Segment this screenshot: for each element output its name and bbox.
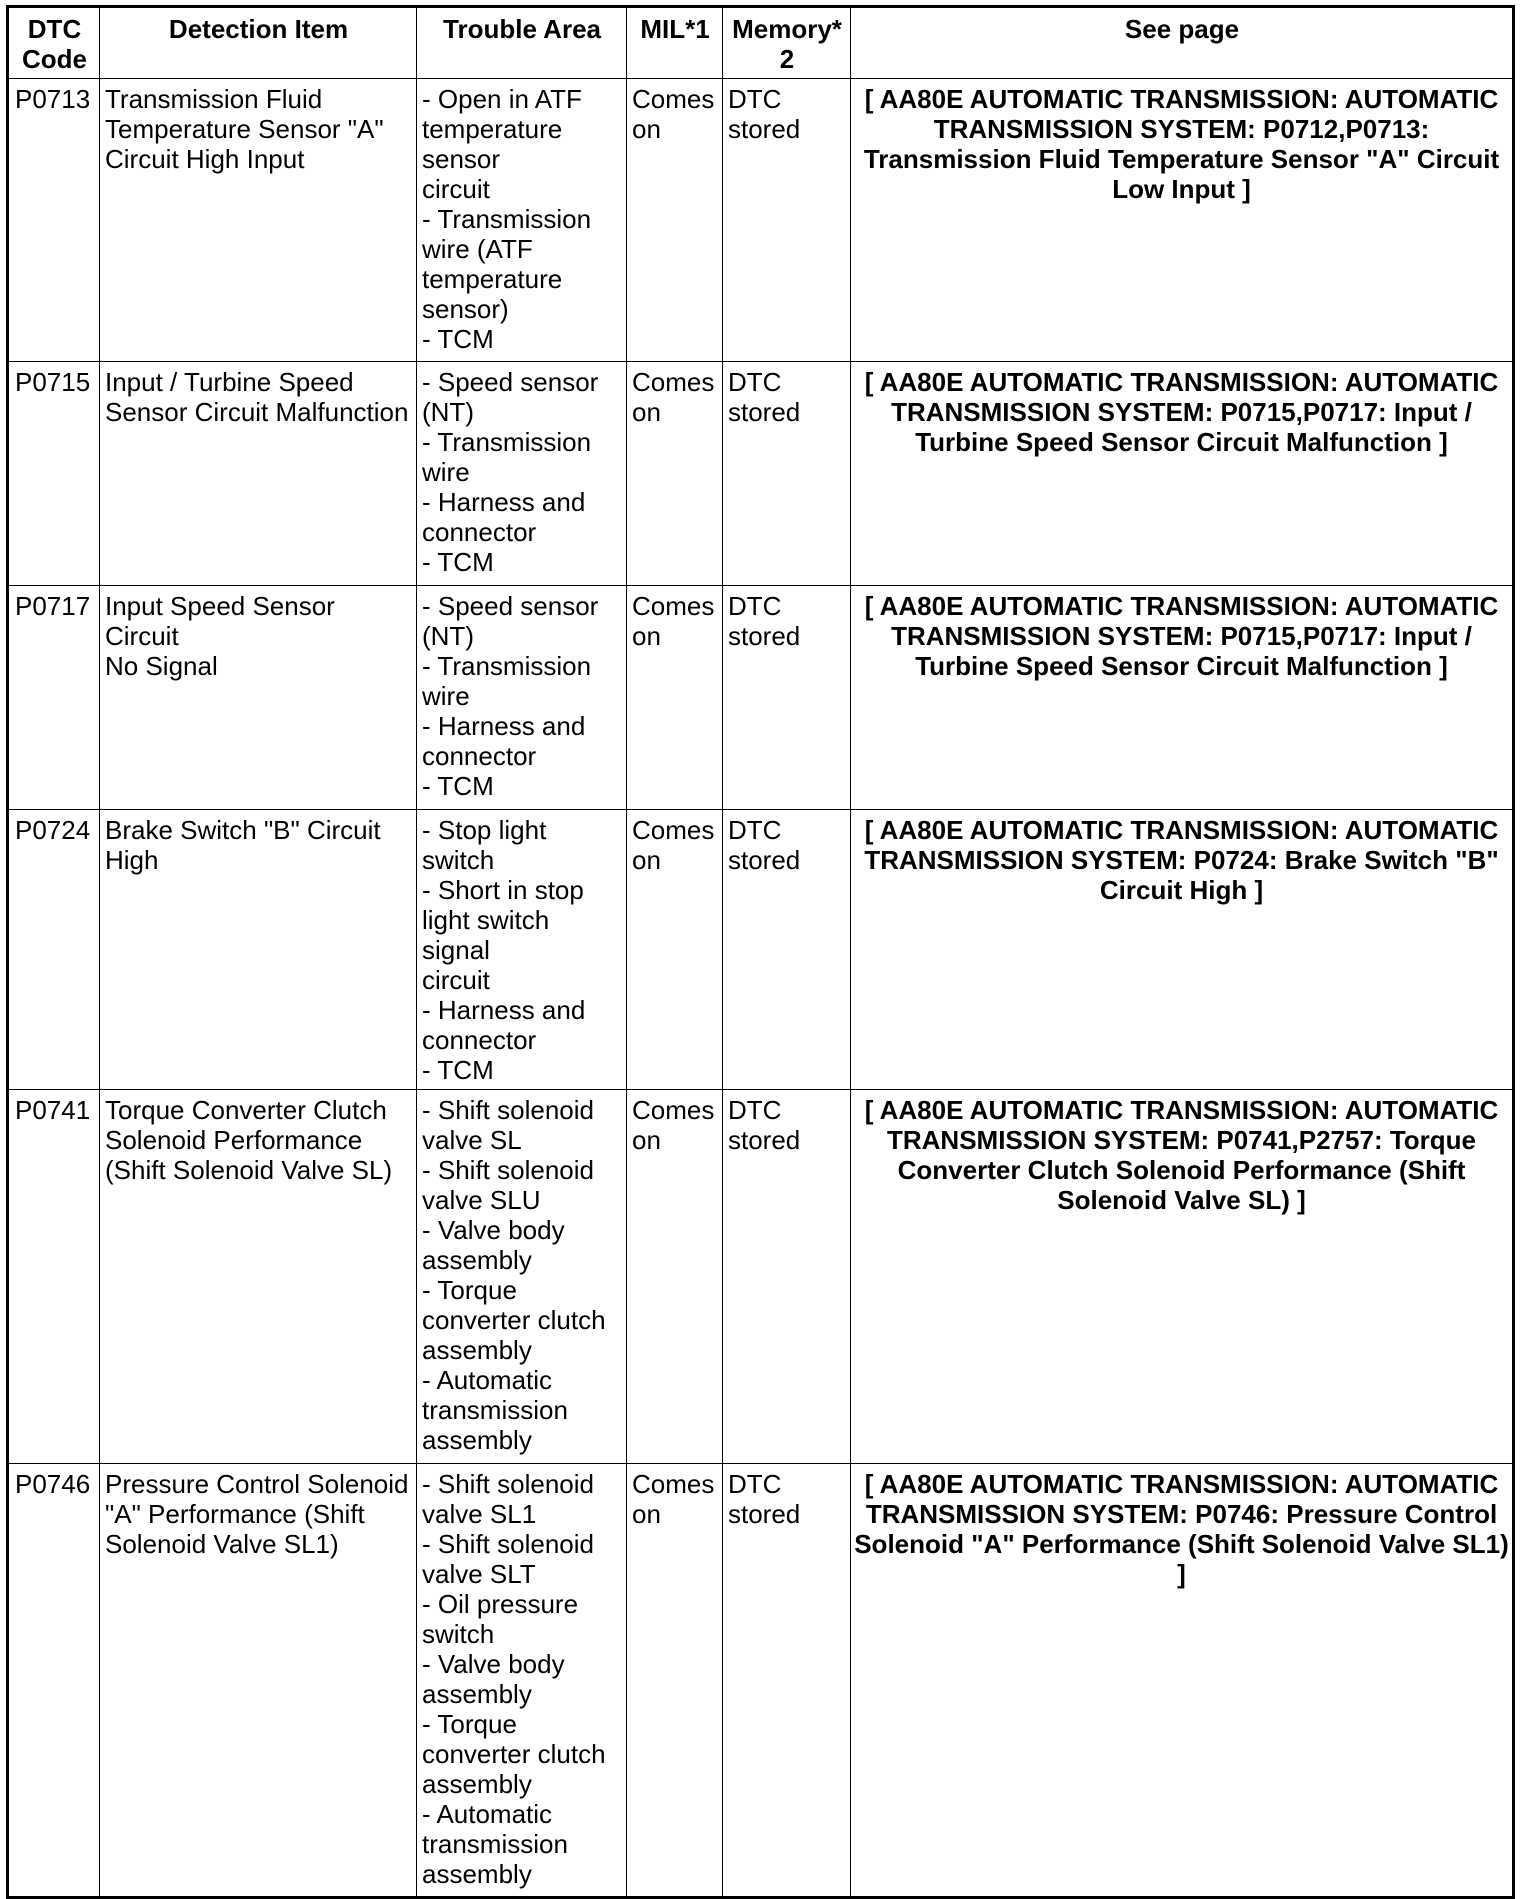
table-body — [8, 79, 1514, 1898]
dtc-code-cell: P0715 — [8, 362, 100, 586]
memory-cell: DTC stored — [723, 362, 851, 586]
header-mil: MIL*1 — [627, 7, 723, 79]
see-page-link[interactable]: [ AA80E AUTOMATIC TRANSMISSION: AUTOMATIC TRANSMISSION SYSTEM: P0741,P2757: Torque Converter Clutch Solenoid Performance (Shift Solenoid Valve SL) ] — [851, 1090, 1514, 1464]
mil-cell: Comes on — [627, 810, 723, 1090]
table-row — [8, 810, 1514, 1090]
trouble-area-cell: - Speed sensor (NT) - Transmission wire - Harness and connector - TCM — [417, 362, 627, 586]
table-row — [8, 79, 1514, 362]
detection-item-cell: Pressure Control Solenoid "A" Performance (Shift Solenoid Valve SL1) — [100, 1464, 417, 1898]
header-row — [8, 7, 1514, 79]
detection-item-cell: Input Speed Sensor Circuit No Signal — [100, 586, 417, 810]
mil-cell: Comes on — [627, 1464, 723, 1898]
table-row — [8, 586, 1514, 810]
table-header — [8, 7, 1514, 79]
detection-item-cell: Brake Switch "B" Circuit High — [100, 810, 417, 1090]
table-row — [8, 1464, 1514, 1898]
see-page-link[interactable]: [ AA80E AUTOMATIC TRANSMISSION: AUTOMATIC TRANSMISSION SYSTEM: P0715,P0717: Input / Turbine Speed Sensor Circuit Malfunction ] — [851, 586, 1514, 810]
memory-cell: DTC stored — [723, 79, 851, 362]
detection-item-cell: Input / Turbine Speed Sensor Circuit Malfunction — [100, 362, 417, 586]
dtc-code-cell: P0717 — [8, 586, 100, 810]
memory-cell: DTC stored — [723, 810, 851, 1090]
table-row — [8, 362, 1514, 586]
table-row — [8, 1090, 1514, 1464]
trouble-area-cell: - Shift solenoid valve SL1 - Shift solenoid valve SLT - Oil pressure switch - Valve body assembly - Torque converter clutch assembly - Automatic transmission assembly — [417, 1464, 627, 1898]
mil-cell: Comes on — [627, 79, 723, 362]
detection-item-cell: Transmission Fluid Temperature Sensor "A" Circuit High Input — [100, 79, 417, 362]
detection-item-cell: Torque Converter Clutch Solenoid Performance (Shift Solenoid Valve SL) — [100, 1090, 417, 1464]
memory-cell: DTC stored — [723, 1464, 851, 1898]
mil-cell: Comes on — [627, 362, 723, 586]
header-see-page: See page — [851, 7, 1514, 79]
mil-cell: Comes on — [627, 1090, 723, 1464]
memory-cell: DTC stored — [723, 1090, 851, 1464]
memory-cell: DTC stored — [723, 586, 851, 810]
header-dtc-code: DTC Code — [8, 7, 100, 79]
see-page-link[interactable]: [ AA80E AUTOMATIC TRANSMISSION: AUTOMATIC TRANSMISSION SYSTEM: P0715,P0717: Input / Turbine Speed Sensor Circuit Malfunction ] — [851, 362, 1514, 586]
header-memory: Memory*2 — [723, 7, 851, 79]
header-trouble-area: Trouble Area — [417, 7, 627, 79]
trouble-area-cell: - Speed sensor (NT) - Transmission wire - Harness and connector - TCM — [417, 586, 627, 810]
dtc-code-cell: P0724 — [8, 810, 100, 1090]
dtc-code-cell: P0741 — [8, 1090, 100, 1464]
see-page-link[interactable]: [ AA80E AUTOMATIC TRANSMISSION: AUTOMATIC TRANSMISSION SYSTEM: P0712,P0713: Transmission Fluid Temperature Sensor "A" Circuit Low Input ] — [851, 79, 1514, 362]
trouble-area-cell: - Open in ATF temperature sensor circuit - Transmission wire (ATF temperature sensor) - TCM — [417, 79, 627, 362]
see-page-link[interactable]: [ AA80E AUTOMATIC TRANSMISSION: AUTOMATIC TRANSMISSION SYSTEM: P0724: Brake Switch "B" Circuit High ] — [851, 810, 1514, 1090]
see-page-link[interactable]: [ AA80E AUTOMATIC TRANSMISSION: AUTOMATIC TRANSMISSION SYSTEM: P0746: Pressure Control Solenoid "A" Performance (Shift Solenoid Valve SL1) ] — [851, 1464, 1514, 1898]
dtc-table — [6, 5, 1515, 1899]
trouble-area-cell: - Stop light switch - Short in stop light switch signal circuit - Harness and connector - TCM — [417, 810, 627, 1090]
header-detection-item: Detection Item — [100, 7, 417, 79]
dtc-code-cell: P0746 — [8, 1464, 100, 1898]
dtc-code-cell: P0713 — [8, 79, 100, 362]
mil-cell: Comes on — [627, 586, 723, 810]
trouble-area-cell: - Shift solenoid valve SL - Shift solenoid valve SLU - Valve body assembly - Torque converter clutch assembly - Automatic transmission assembly — [417, 1090, 627, 1464]
